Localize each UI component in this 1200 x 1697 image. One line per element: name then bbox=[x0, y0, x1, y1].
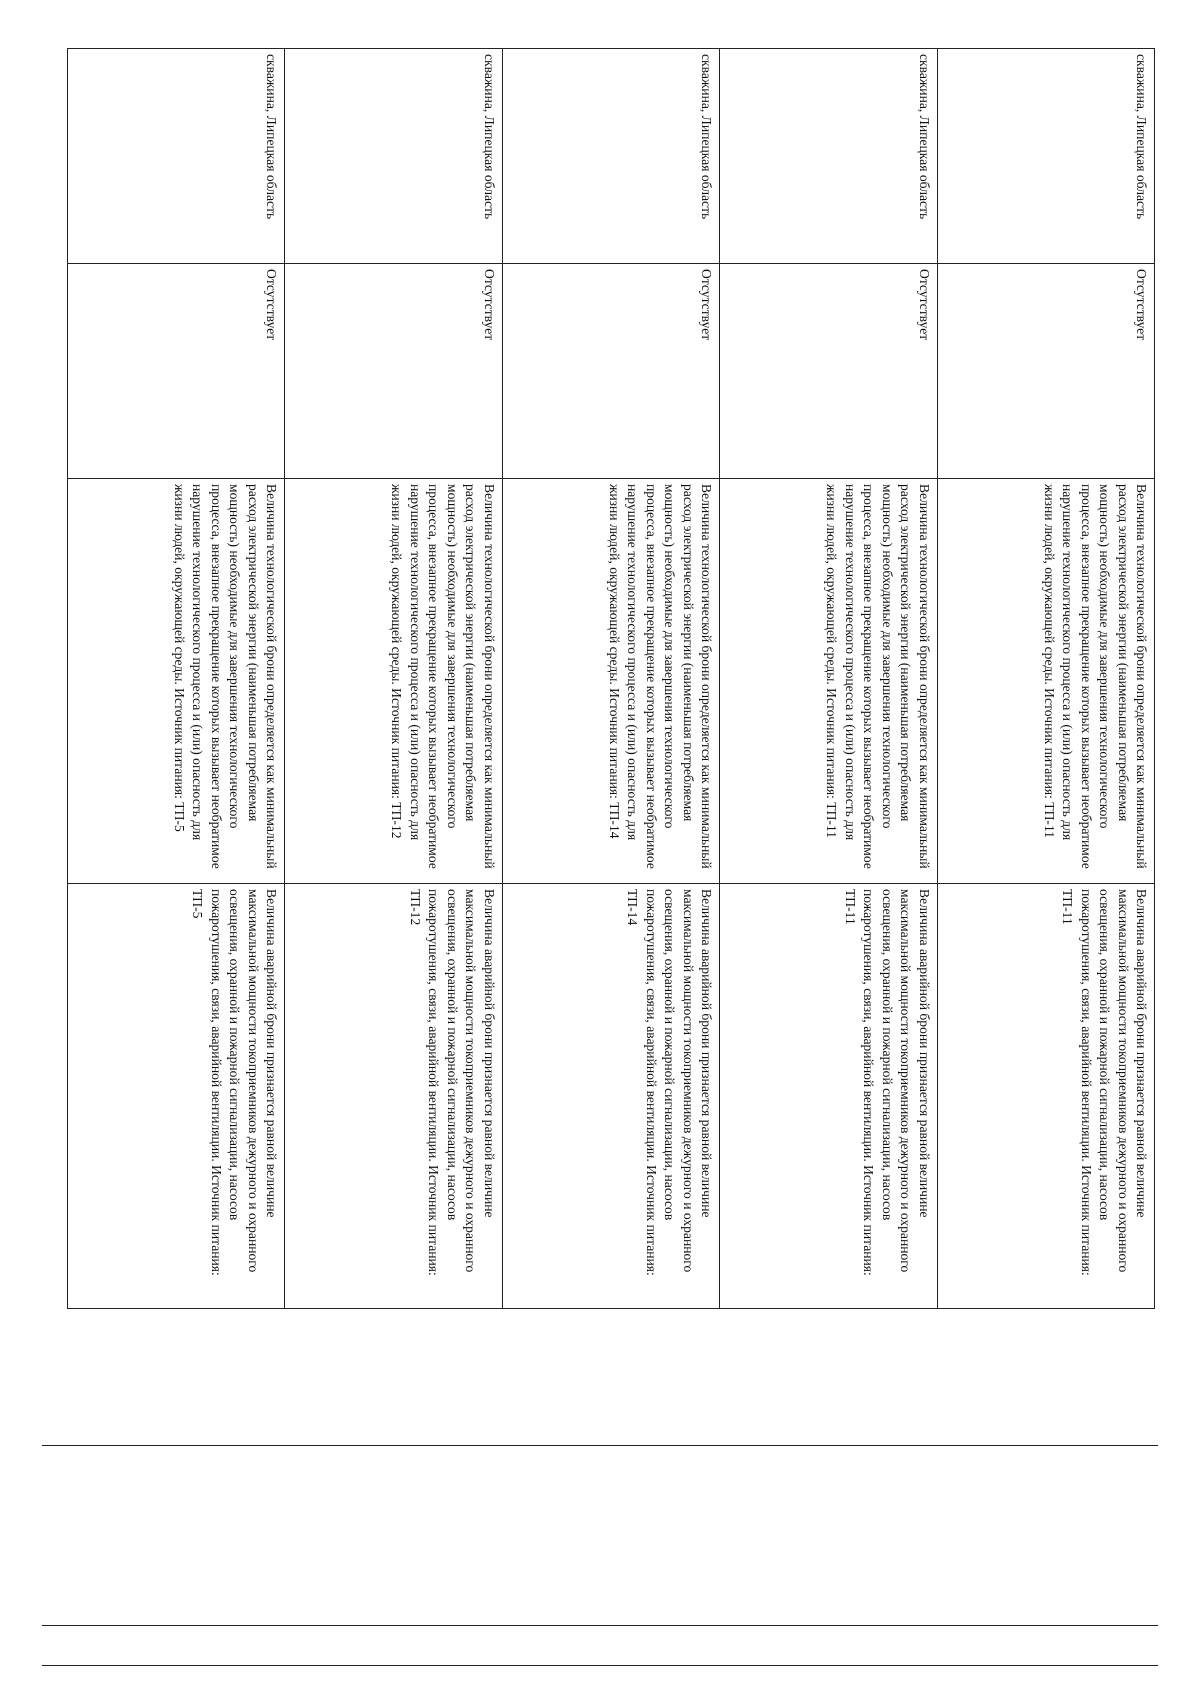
emergency-reserve-cell: Величина аварийной брони признается равной величине максимальной мощности токоприемников дежурного и охранного освещения, охранной и пожарной сигнализации, насосов пожаротушения, связи, аварийной вентиляции. Источник питания: ТП-11 bbox=[937, 884, 1154, 1309]
table-row bbox=[68, 49, 285, 1309]
location-cell: скважина, Липецкая область bbox=[720, 49, 937, 264]
emergency-reserve-cell: Величина аварийной брони признается равной величине максимальной мощности токоприемников дежурного и охранного освещения, охранной и пожарной сигнализации, насосов пожаротушения, связи, аварийной вентиляции. Источник питания: ТП-11 bbox=[720, 884, 937, 1309]
table-row bbox=[720, 49, 937, 1309]
reserve-cell: Отсутствует bbox=[937, 264, 1154, 479]
location-cell: скважина, Липецкая область bbox=[285, 49, 502, 264]
tech-reserve-cell: Величина технологической брони определяется как минимальный расход электрической энергии (наименьшая потребляемая мощность) необходимые для завершения технологического процесса, внезапное прекращение которых вызывает необратимое нарушение технологического процесса и (или) опасность для жизни людей, окружающей среды. Источник питания: ТП-11 bbox=[720, 479, 937, 884]
tech-reserve-cell: Величина технологической брони определяется как минимальный расход электрической энергии (наименьшая потребляемая мощность) необходимые для завершения технологического процесса, внезапное прекращение которых вызывает необратимое нарушение технологического процесса и (или) опасность для жизни людей, окружающей среды. Источник питания: ТП-5 bbox=[68, 479, 285, 884]
reserve-cell: Отсутствует bbox=[720, 264, 937, 479]
power-reserve-table bbox=[67, 48, 1155, 1309]
emergency-reserve-cell: Величина аварийной брони признается равной величине максимальной мощности токоприемников дежурного и охранного освещения, охранной и пожарной сигнализации, насосов пожаротушения, связи, аварийной вентиляции. Источник питания: ТП-12 bbox=[285, 884, 502, 1309]
table-row bbox=[502, 49, 719, 1309]
location-cell: скважина, Липецкая область bbox=[502, 49, 719, 264]
table-row bbox=[285, 49, 502, 1309]
divider-line bbox=[42, 1665, 1158, 1666]
reserve-cell: Отсутствует bbox=[68, 264, 285, 479]
tech-reserve-cell: Величина технологической брони определяется как минимальный расход электрической энергии (наименьшая потребляемая мощность) необходимые для завершения технологического процесса, внезапное прекращение которых вызывает необратимое нарушение технологического процесса и (или) опасность для жизни людей, окружающей среды. Источник питания: ТП-12 bbox=[285, 479, 502, 884]
divider-line bbox=[42, 1445, 1158, 1446]
tech-reserve-cell: Величина технологической брони определяется как минимальный расход электрической энергии (наименьшая потребляемая мощность) необходимые для завершения технологического процесса, внезапное прекращение которых вызывает необратимое нарушение технологического процесса и (или) опасность для жизни людей, окружающей среды. Источник питания: ТП-11 bbox=[937, 479, 1154, 884]
reserve-cell: Отсутствует bbox=[285, 264, 502, 479]
reserve-cell: Отсутствует bbox=[502, 264, 719, 479]
table-row bbox=[937, 49, 1154, 1309]
rotated-table-container bbox=[67, 48, 1155, 1308]
location-cell: скважина, Липецкая область bbox=[937, 49, 1154, 264]
emergency-reserve-cell: Величина аварийной брони признается равной величине максимальной мощности токоприемников дежурного и охранного освещения, охранной и пожарной сигнализации, насосов пожаротушения, связи, аварийной вентиляции. Источник питания: ТП-5 bbox=[68, 884, 285, 1309]
tech-reserve-cell: Величина технологической брони определяется как минимальный расход электрической энергии (наименьшая потребляемая мощность) необходимые для завершения технологического процесса, внезапное прекращение которых вызывает необратимое нарушение технологического процесса и (или) опасность для жизни людей, окружающей среды. Источник питания: ТП-14 bbox=[502, 479, 719, 884]
divider-line bbox=[42, 1625, 1158, 1626]
emergency-reserve-cell: Величина аварийной брони признается равной величине максимальной мощности токоприемников дежурного и охранного освещения, охранной и пожарной сигнализации, насосов пожаротушения, связи, аварийной вентиляции. Источник питания: ТП-14 bbox=[502, 884, 719, 1309]
location-cell: скважина, Липецкая область bbox=[68, 49, 285, 264]
